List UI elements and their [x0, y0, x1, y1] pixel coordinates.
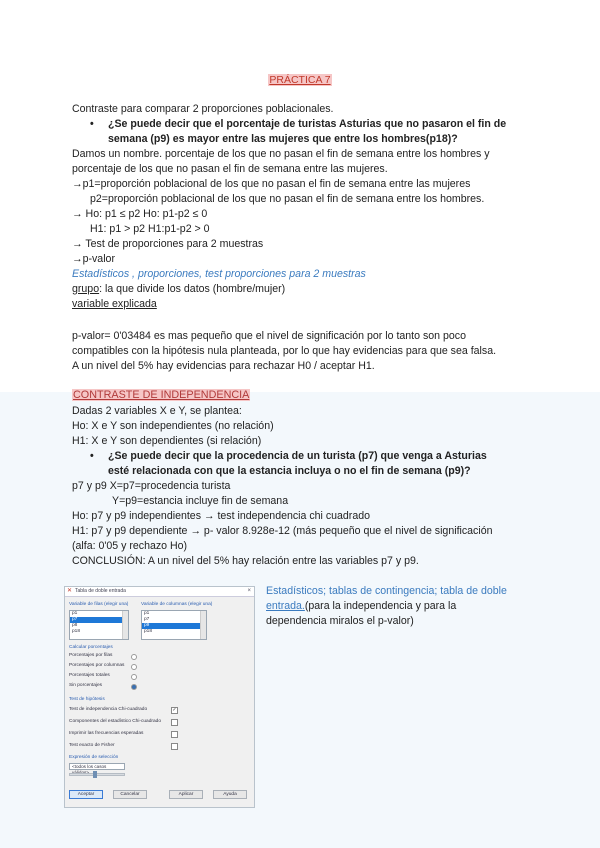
dialog-side-note: Estadísticos; tablas de contingencia; tabla de doble entrada.(para la independencia y para la dependencia miralos el p-valor)	[266, 585, 507, 627]
proportions-result: p-valor= 0'03484 es mas pequeño que el nivel de significación por lo tanto son poco compatibles con la hipótesis nula planteada, por lo que hay evidencias para que sea falsa. A un nivel del 5% hay evidencias para rechazar H0 / aceptar H1.	[72, 330, 497, 372]
test-option-checkbox[interactable]: ✓	[172, 707, 177, 713]
variable-explicada: variable explicada	[72, 298, 157, 310]
row-variable-item[interactable]: p8	[72, 623, 78, 628]
percent-option-label: Porcentajes por filas	[69, 653, 113, 658]
r-logo-icon: ✕	[67, 588, 73, 594]
subset-label: Expresión de selección	[69, 755, 119, 760]
test-name: → Test de proporciones para 2 muestras	[72, 238, 264, 250]
column-variable-item[interactable]: p18	[144, 629, 153, 634]
alpha-text: (alfa: 0'05 y rechazo Ho)	[72, 540, 188, 552]
ok-button[interactable]: Aceptar	[69, 790, 103, 799]
proportions-section	[72, 102, 532, 312]
h1-test: H1: p7 y p9 dependiente → p- valor 8.928e-12 (más pequeño que el nivel de significación	[72, 525, 493, 537]
column-variable-list[interactable]	[141, 610, 207, 640]
bullet-icon: •	[90, 450, 94, 462]
test-option-label: Test exacto de Fisher	[69, 743, 115, 748]
grupo-definition: grupo: la que divide los datos (hombre/mujer)	[72, 283, 286, 295]
column-variable-label: Variable de columnas (elegir una)	[141, 602, 213, 607]
h0-hypothesis: → Ho: p1 ≤ p2 Ho: p1-p2 ≤ 0	[72, 208, 208, 220]
test-option-label: Imprimir las frecuencias esperadas	[69, 731, 144, 736]
p1-definition: →p1=proporción poblacional de los que no pasan el fin de semana entre las mujeres	[72, 178, 471, 190]
naming-text-1: Damos un nombre. porcentaje de los que no pasan el fin de semana entre los hombres y	[72, 148, 490, 160]
test-option-label: Componentes del estadístico Chi-cuadrado	[69, 719, 161, 724]
test-option-checkbox[interactable]	[171, 719, 178, 726]
percent-option-radio[interactable]	[131, 674, 137, 680]
help-button[interactable]: Ayuda	[213, 790, 247, 799]
conclusion-text: CONCLUSIÓN: A un nivel del 5% hay relación entre las variables p7 y p9.	[72, 555, 419, 567]
row-variable-list[interactable]	[69, 610, 129, 640]
question-bullet-1: • ¿Se puede decir que el porcentaje de turistas Asturias que no pasaron el fin de semana (p9) es mayor entre las mujeres que entre los hombres(p18)?	[90, 118, 507, 145]
p2-definition: p2=proporción poblacional de los que no pasan el fin de semana entre los hombres.	[90, 193, 485, 205]
percent-option-radio[interactable]	[131, 664, 137, 670]
percent-option-label: Porcentajes por columnas	[69, 663, 125, 668]
percent-option-radio[interactable]	[131, 684, 137, 690]
test-option-checkbox[interactable]	[171, 731, 178, 738]
scrollbar[interactable]	[200, 611, 206, 639]
percent-option-label: Porcentajes totales	[69, 673, 110, 678]
close-icon[interactable]: ×	[247, 588, 251, 594]
page-title: PRÁCTICA 7	[269, 74, 331, 86]
row-variable-item[interactable]: p7	[70, 617, 128, 623]
subset-scrollbar[interactable]	[69, 773, 125, 776]
column-variable-item[interactable]: p1	[144, 611, 150, 616]
subset-scrollbar-thumb[interactable]	[93, 771, 97, 778]
row-variable-item[interactable]: p18	[72, 629, 81, 634]
percent-option-label: Sin porcentajes	[69, 683, 103, 688]
apply-button[interactable]: Aplicar	[169, 790, 203, 799]
independence-h1: H1: X e Y son dependientes (si relación)	[72, 435, 262, 447]
row-variable-item[interactable]: p1	[72, 611, 78, 616]
cancel-button[interactable]: Cancelar	[113, 790, 147, 799]
naming-text-2: porcentaje de los que no pasan el fin de semana entre las mujeres.	[72, 163, 388, 175]
independence-ho: Ho: X e Y son independientes (no relación)	[72, 420, 274, 432]
pvalue-step: →p-valor	[72, 253, 115, 265]
question-bullet-2: • ¿Se puede decir que la procedencia de un turista (p7) que venga a Asturias esté relacionada con que la estancia incluya o no el fin de semana (p9)?	[90, 450, 487, 477]
test-option-label: Test de independencia Chi-cuadrado	[69, 707, 148, 712]
independence-section	[72, 404, 532, 569]
subset-input[interactable]: <todos los casos	[69, 763, 125, 770]
test-option-checkbox[interactable]	[171, 743, 178, 750]
column-variable-item[interactable]: p7	[144, 617, 150, 622]
variables-xy-1: p7 y p9 X=p7=procedencia turista	[72, 480, 231, 492]
tests-section-label: Test de hipótesis	[69, 697, 105, 702]
variables-xy-2: Y=p9=estancia incluye fin de semana	[112, 495, 289, 507]
percent-option-radio[interactable]	[131, 654, 137, 660]
independence-heading: CONTRASTE DE INDEPENDENCIA	[73, 389, 250, 401]
menu-path: Estadísticos , proporciones, test proporciones para 2 muestras	[72, 268, 366, 280]
bullet-icon: •	[90, 118, 94, 130]
independence-intro: Dadas 2 variables X e Y, se plantea:	[72, 405, 242, 417]
row-variable-label: Variable de filas (elegir una)	[69, 602, 129, 607]
column-variable-item[interactable]: p9	[142, 623, 206, 629]
h1-hypothesis: H1: p1 > p2 H1:p1-p2 > 0	[90, 223, 210, 235]
intro-text: Contraste para comparar 2 proporciones poblacionales.	[72, 103, 334, 115]
dialog-titlebar: ✕ Tabla de doble entrada ×	[65, 587, 254, 597]
scrollbar[interactable]	[122, 611, 128, 639]
percent-section-label: Calcular porcentajes	[69, 645, 113, 650]
contingency-table-dialog	[64, 586, 255, 808]
ho-test: Ho: p7 y p9 independientes → test independencia chi cuadrado	[72, 510, 371, 522]
